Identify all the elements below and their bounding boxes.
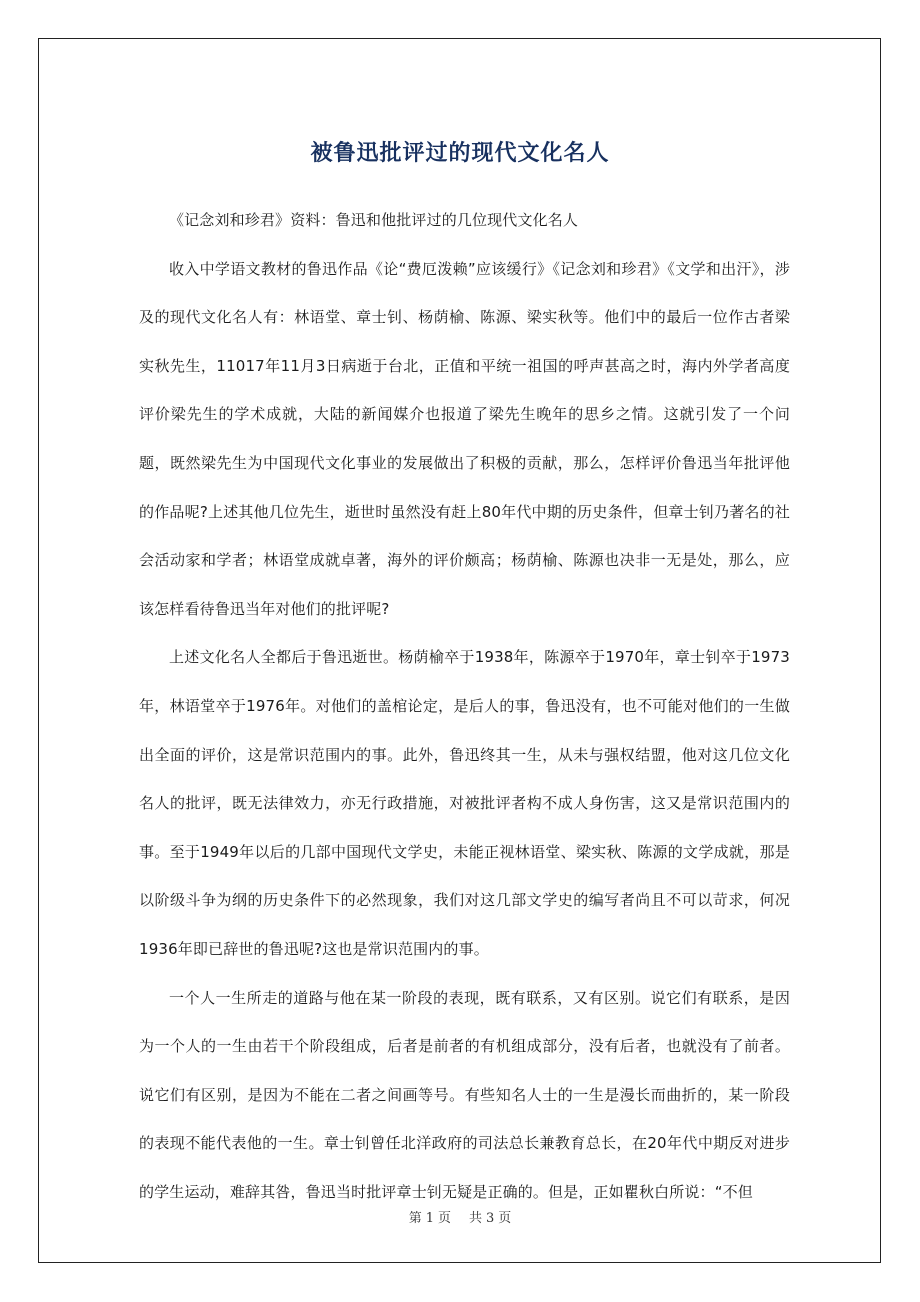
page-current: 1 — [425, 1211, 434, 1226]
document-title: 被鲁迅批评过的现代文化名人 — [310, 140, 610, 166]
page-unit: 页 — [437, 1211, 451, 1226]
page-label: 第 — [408, 1211, 422, 1226]
total-unit: 页 — [498, 1211, 512, 1226]
paragraph-intro: 收入中学语文教材的鲁迅作品《论“费厄泼赖”应该缓行》《记念刘和珍君》《文学和出汗》，涉及的现代文化名人有：林语堂、章士钊、杨荫榆、陈源、梁实秋等。他们中的最后一位作古者梁实秋先生，11017年11月3日病逝于台北，正值和平统一祖国的呼声甚高之时，海内外学者高度评价梁先生的学术成就，大陆的新闻媒介也报道了梁先生晚年的思乡之情。这就引发了一个问题，既然梁先生为中国现代文化事业的发展做出了积极的贡献，那么，怎样评价鲁迅当年批评他的作品呢?上述其他几位先生，逝世时虽然没有赶上80年代中期的历史条件，但章士钊乃著名的社会活动家和学者；林语堂成就卓著，海外的评价颇高；杨荫榆、陈源也决非一无是处，那么，应该怎样看待鲁迅当年对他们的批评呢? — [139, 259, 790, 618]
paragraph-life-stages: 一个人一生所走的道路与他在某一阶段的表现，既有联系，又有区别。说它们有联系，是因为一个人的一生由若干个阶段组成，后者是前者的有机组成部分，没有后者，也就没有了前者。说它们有区别，是因为不能在二者之间画等号。有些知名人士的一生是漫长而曲折的，某一阶段的表现不能代表他的一生。章士钊曾任北洋政府的司法总长兼教育总长，在20年代中期反对进步的学生运动，难辞其咎，鲁迅当时批评章士钊无疑是正确的。但是，正如瞿秋白所说：“不但 — [139, 988, 790, 1201]
paragraph-source-note: 《记念刘和珍君》资料：鲁迅和他批评过的几位现代文化名人 — [169, 211, 579, 229]
paragraph-death-years: 上述文化名人全都后于鲁迅逝世。杨荫榆卒于1938年，陈源卒于1970年，章士钊卒于1973年，林语堂卒于1976年。对他们的盖棺论定，是后人的事，鲁迅没有，也不可能对他们的一生做出全面的评价，这是常识范围内的事。此外，鲁迅终其一生，从未与强权结盟，他对这几位文化名人的批评，既无法律效力，亦无行政措施，对被批评者构不成人身伤害，这又是常识范围内的事。至于1949年以后的几部中国现代文学史，未能正视林语堂、梁实秋、陈源的文学成就，那是以阶级斗争为纲的历史条件下的必然现象，我们对这几部文学史的编写者尚且不可以苛求，何况1936年即已辞世的鲁迅呢?这也是常识范围内的事。 — [139, 648, 790, 958]
total-label: 共 — [469, 1211, 483, 1226]
document-body — [139, 196, 790, 1216]
page-footer — [0, 1207, 920, 1226]
page-total: 3 — [486, 1211, 495, 1226]
